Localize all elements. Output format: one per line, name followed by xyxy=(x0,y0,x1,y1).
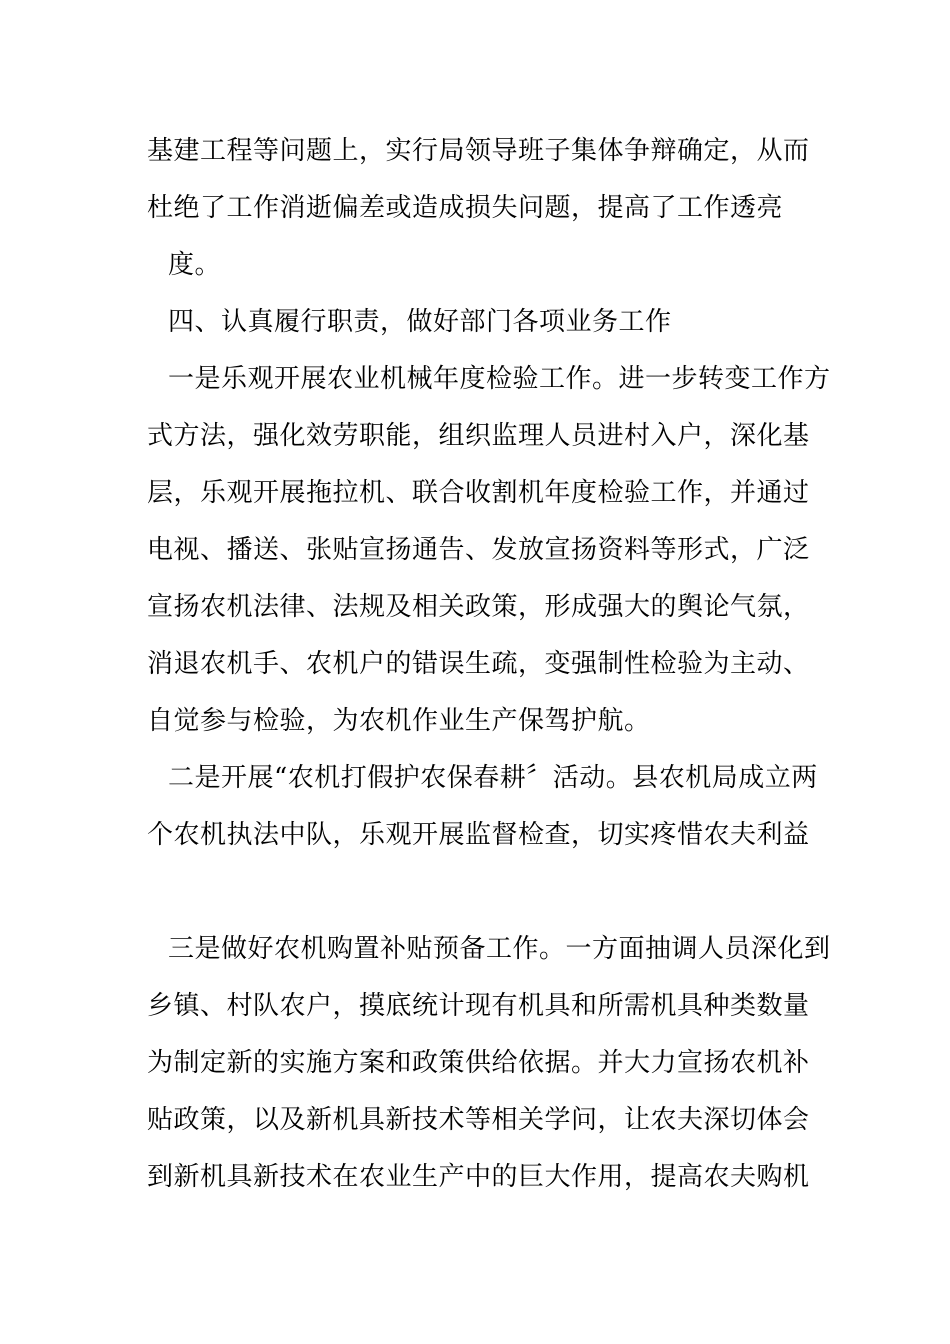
text-line: 度。 xyxy=(168,250,222,280)
text-line: 到新机具新技术在农业生产中的巨大作用，提高农夫购机 xyxy=(147,1162,810,1192)
text-line: 宣扬农机法律、法规及相关政策，形成强大的舆论气氛， xyxy=(147,592,810,622)
text-line: 乡镇、村队农户，摸底统计现有机具和所需机具种类数量 xyxy=(147,991,810,1021)
text-line: 基建工程等问题上，实行局领导班子集体争辩确定，从而 xyxy=(147,136,810,166)
text-line: 贴政策，以及新机具新技术等相关学问，让农夫深切体会 xyxy=(147,1105,810,1135)
text-line: 式方法，强化效劳职能，组织监理人员进村入户，深化基 xyxy=(147,421,810,451)
text-line: 个农机执法中队，乐观开展监督检查，切实疼惜农夫利益 xyxy=(147,820,810,850)
text-line: 层，乐观开展拖拉机、联合收割机年度检验工作，并通过 xyxy=(147,478,810,508)
text-line: 消退农机手、农机户的错误生疏，变强制性检验为主动、 xyxy=(147,649,810,679)
text-line: 杜绝了工作消逝偏差或造成损失问题，提高了工作透亮 xyxy=(147,193,784,223)
section-heading: 四、认真履行职责，做好部门各项业务工作 xyxy=(168,307,672,337)
text-line: 电视、播送、张贴宣扬通告、发放宣扬资料等形式，广泛 xyxy=(147,535,810,565)
paragraph-start: 二是开展“农机打假护农保春耕〞活动。县农机局成立两 xyxy=(168,763,818,793)
text-line: 自觉参与检验，为农机作业生产保驾护航。 xyxy=(147,706,651,736)
paragraph-start: 一是乐观开展农业机械年度检验工作。进一步转变工作方 xyxy=(168,364,831,394)
paragraph-start: 三是做好农机购置补贴预备工作。一方面抽调人员深化到 xyxy=(168,934,831,964)
text-line: 为制定新的实施方案和政策供给依据。并大力宣扬农机补 xyxy=(147,1048,810,1078)
